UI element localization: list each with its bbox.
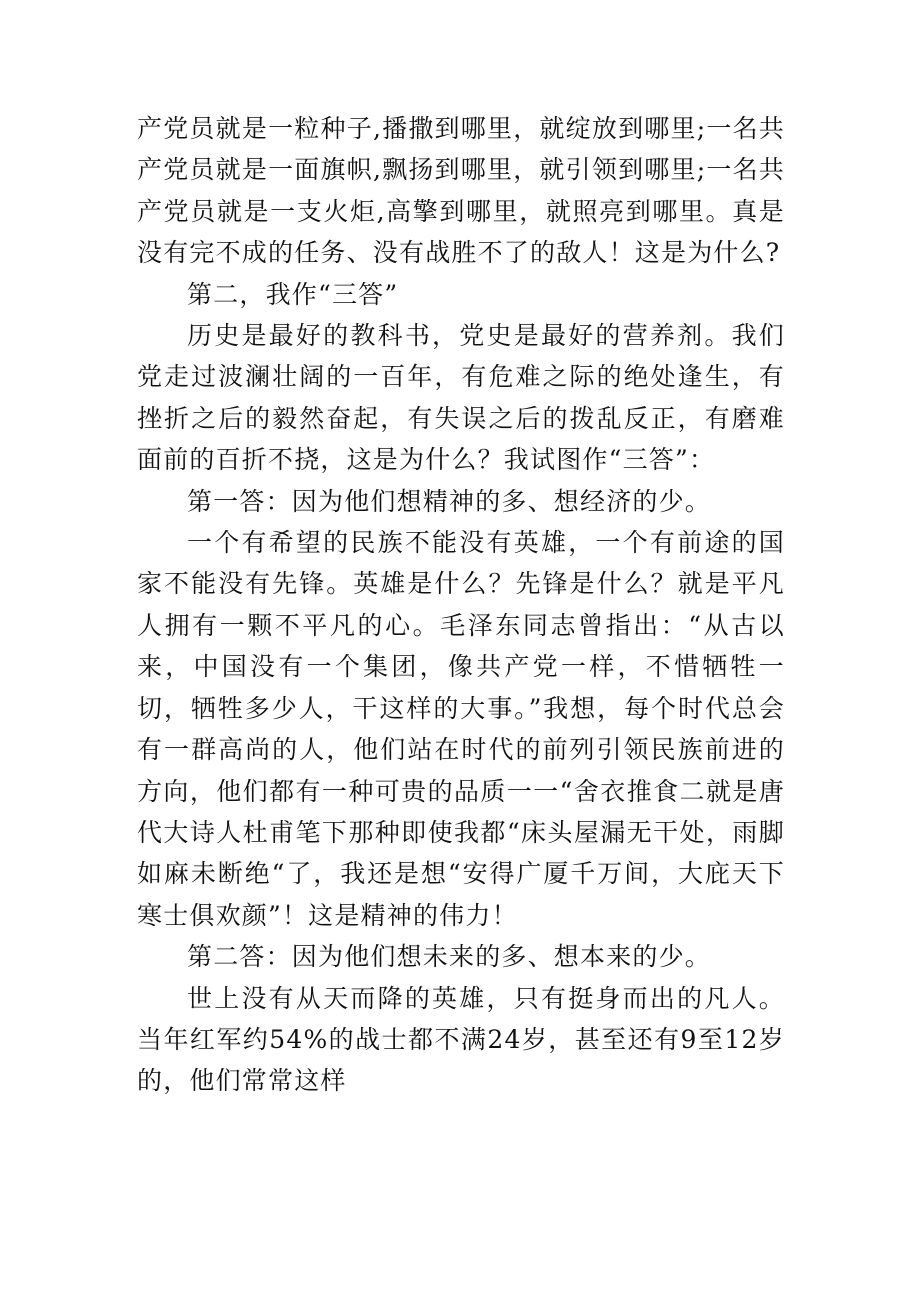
answer-two-heading: 第二答：因为他们想未来的多、想本来的少。 (187, 942, 712, 972)
paragraph-history: 历史是最好的教科书，党史是最好的营养剂。我们党走过波澜壮阔的一百年，有危难之际的绝处逢生，有挫折之后的毅然奋起，有失误之后的拨乱反正，有磨难面前的百折不挠，这是为什么？我试图作“三答”： (137, 321, 785, 475)
section-heading-three-answers: 第二，我作“三答” (187, 279, 399, 309)
paragraph-1: 产党员就是一粒种子,播撒到哪里，就绽放到哪里;一名共产党员就是一面旗帜,飘扬到哪里，就引领到哪里;一名共产党员就是一支火炬,高擎到哪里，就照亮到哪里。真是没有完不成的任务、没有战胜不了的敌人！这是为什么? (137, 114, 785, 268)
paragraph-red-army: 世上没有从天而降的英雄，只有挺身而出的凡人。当年红军约54%的战士都不满24岁，甚至还有9至12岁的，他们常常这样 (137, 983, 785, 1096)
answer-one-heading: 第一答：因为他们想精神的多、想经济的少。 (187, 486, 712, 516)
paragraph-heroes: 一个有希望的民族不能没有英雄，一个有前途的国家不能没有先锋。英雄是什么？先锋是什么？就是平凡人拥有一颗不平凡的心。毛泽东同志曾指出：“从古以来，中国没有一个集团，像共产党一样，不惜牺牲一切，牺牲多少人，干这样的大事。”我想，每个时代总会有一群高尚的人，他们站在时代的前列引领民族前进的方向，他们都有一种可贵的品质一一“舍衣推食二就是唐代大诗人杜甫笔下那种即使我都“床头屋漏无干处，雨脚如麻未断绝“了，我还是想“安得广厦千万间，大庇天下寒士俱欢颜”！这是精神的伟力！ (137, 528, 785, 930)
document-body (137, 108, 785, 1102)
